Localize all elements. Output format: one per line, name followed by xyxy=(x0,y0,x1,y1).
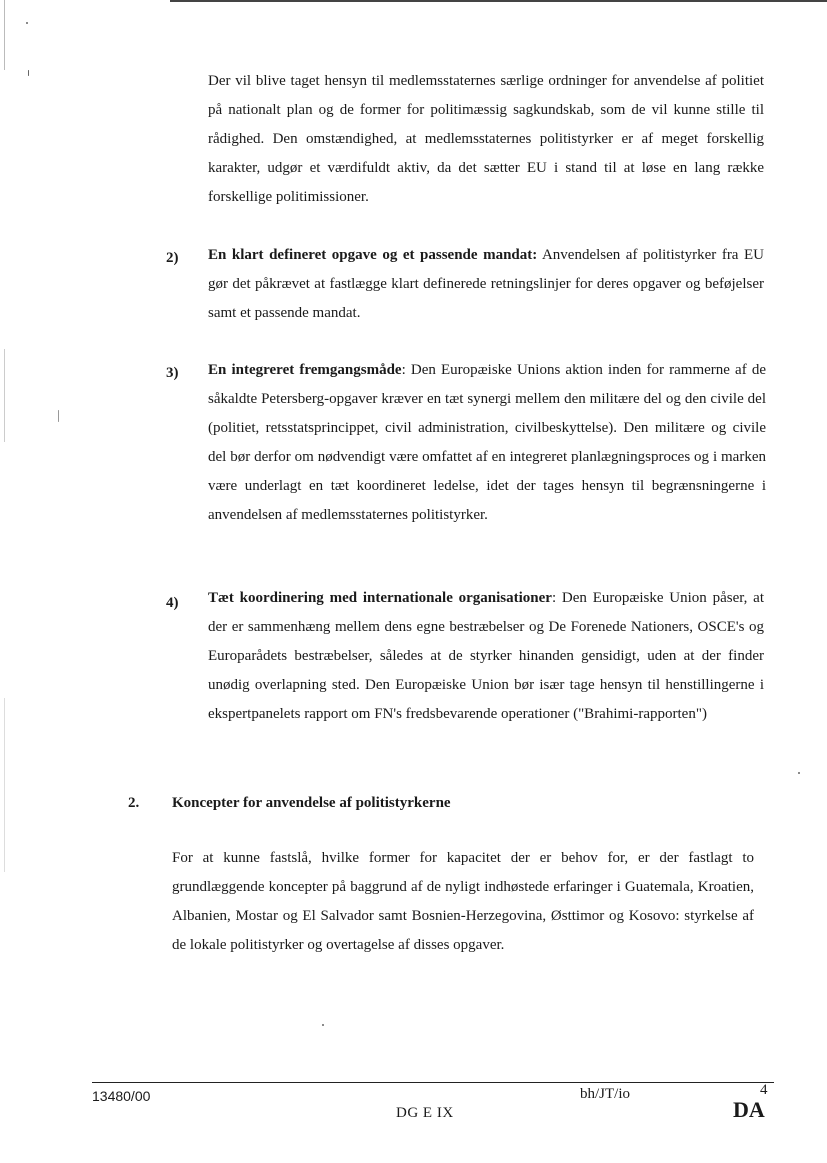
item-heading: En klart defineret opgave og et passende mandat: xyxy=(208,247,538,263)
item-body: Anvendelsen af politistyrker fra EU gør det påkrævet at fastlægge klart definerede retningslinjer for deres opgaver og beføjelser samt et passende mandat. xyxy=(208,247,764,321)
scan-edge-mark xyxy=(4,0,5,1163)
scan-speck xyxy=(28,70,29,76)
item-number: 2) xyxy=(166,250,179,266)
item-number: 3) xyxy=(166,365,179,381)
item-heading: Tæt koordinering med internationale organisationer xyxy=(208,590,552,606)
section-paragraph: For at kunne fastslå, hvilke former for kapacitet der er behov for, er der fastlagt to grundlæggende koncepter på baggrund af de nyligt indhøstede erfaringer i Guatemala, Kroatien, Albanien, Mostar og El Salvador samt Bosnien-Herzegovina, Østtimor og Kosovo: styrkelse af de lokale politistyrker og overtagelse af disses opgaver. xyxy=(172,850,754,953)
item-heading: En integreret fremgangsmåde xyxy=(208,362,402,378)
item-paragraph xyxy=(208,241,764,328)
scan-speck xyxy=(26,22,28,24)
page-number: 4 xyxy=(760,1082,768,1098)
section-number: 2. xyxy=(128,795,140,811)
footer-rule xyxy=(92,1082,774,1083)
scan-speck xyxy=(322,1024,324,1026)
intro-paragraph: Der vil blive taget hensyn til medlemsstaternes særlige ordninger for anvendelse af politiet på nationalt plan og de former for politimæssig sagkundskab, som de vil kunne stille til rådighed. Den omstændighed, at medlemsstaternes politistyrker er af meget forskellig karakter, udgør et værdifuldt aktiv, da det sætter EU i stand til at løse en lang række forskellige politimissioner. xyxy=(208,73,764,205)
top-border-line xyxy=(170,0,827,2)
directorate-code: DG E IX xyxy=(396,1105,454,1121)
item-body: : Den Europæiske Union påser, at der er sammenhæng mellem dens egne bestræbelser og De Forenede Nationers, OSCE's og Europarådets bestræbelser, således at de styrker hinanden gensidigt, uden at der finder unødig overlapning sted. Den Europæiske Union bør især tage hensyn til henstillingerne i ekspertpanelets rapport om FN's fredsbevarende operationer ("Brahimi-rapporten") xyxy=(208,590,764,722)
document-number: 13480/00 xyxy=(92,1088,151,1104)
item-paragraph xyxy=(208,356,766,530)
language-code: DA xyxy=(733,1097,765,1122)
item-body: : Den Europæiske Unions aktion inden for rammerne af de såkaldte Petersberg-opgaver kræver en tæt synergi mellem den militære del og den civile del (politiet, retsstatsprincippet, civil administration, civilbeskyttelse). Den militære og civile del bør derfor om nødvendigt være omfattet af en integreret planlægningsproces og i marken være underlagt en tæt koordineret ledelse, idet der tages hensyn til begrænsningerne i anvendelsen af medlemsstaternes politistyrker. xyxy=(208,362,766,523)
scan-speck xyxy=(58,410,59,422)
scan-speck xyxy=(798,772,800,774)
author-initials: bh/JT/io xyxy=(580,1086,631,1102)
section-title: Koncepter for anvendelse af politistyrkerne xyxy=(172,795,451,811)
item-number: 4) xyxy=(166,595,179,611)
item-paragraph xyxy=(208,584,764,729)
